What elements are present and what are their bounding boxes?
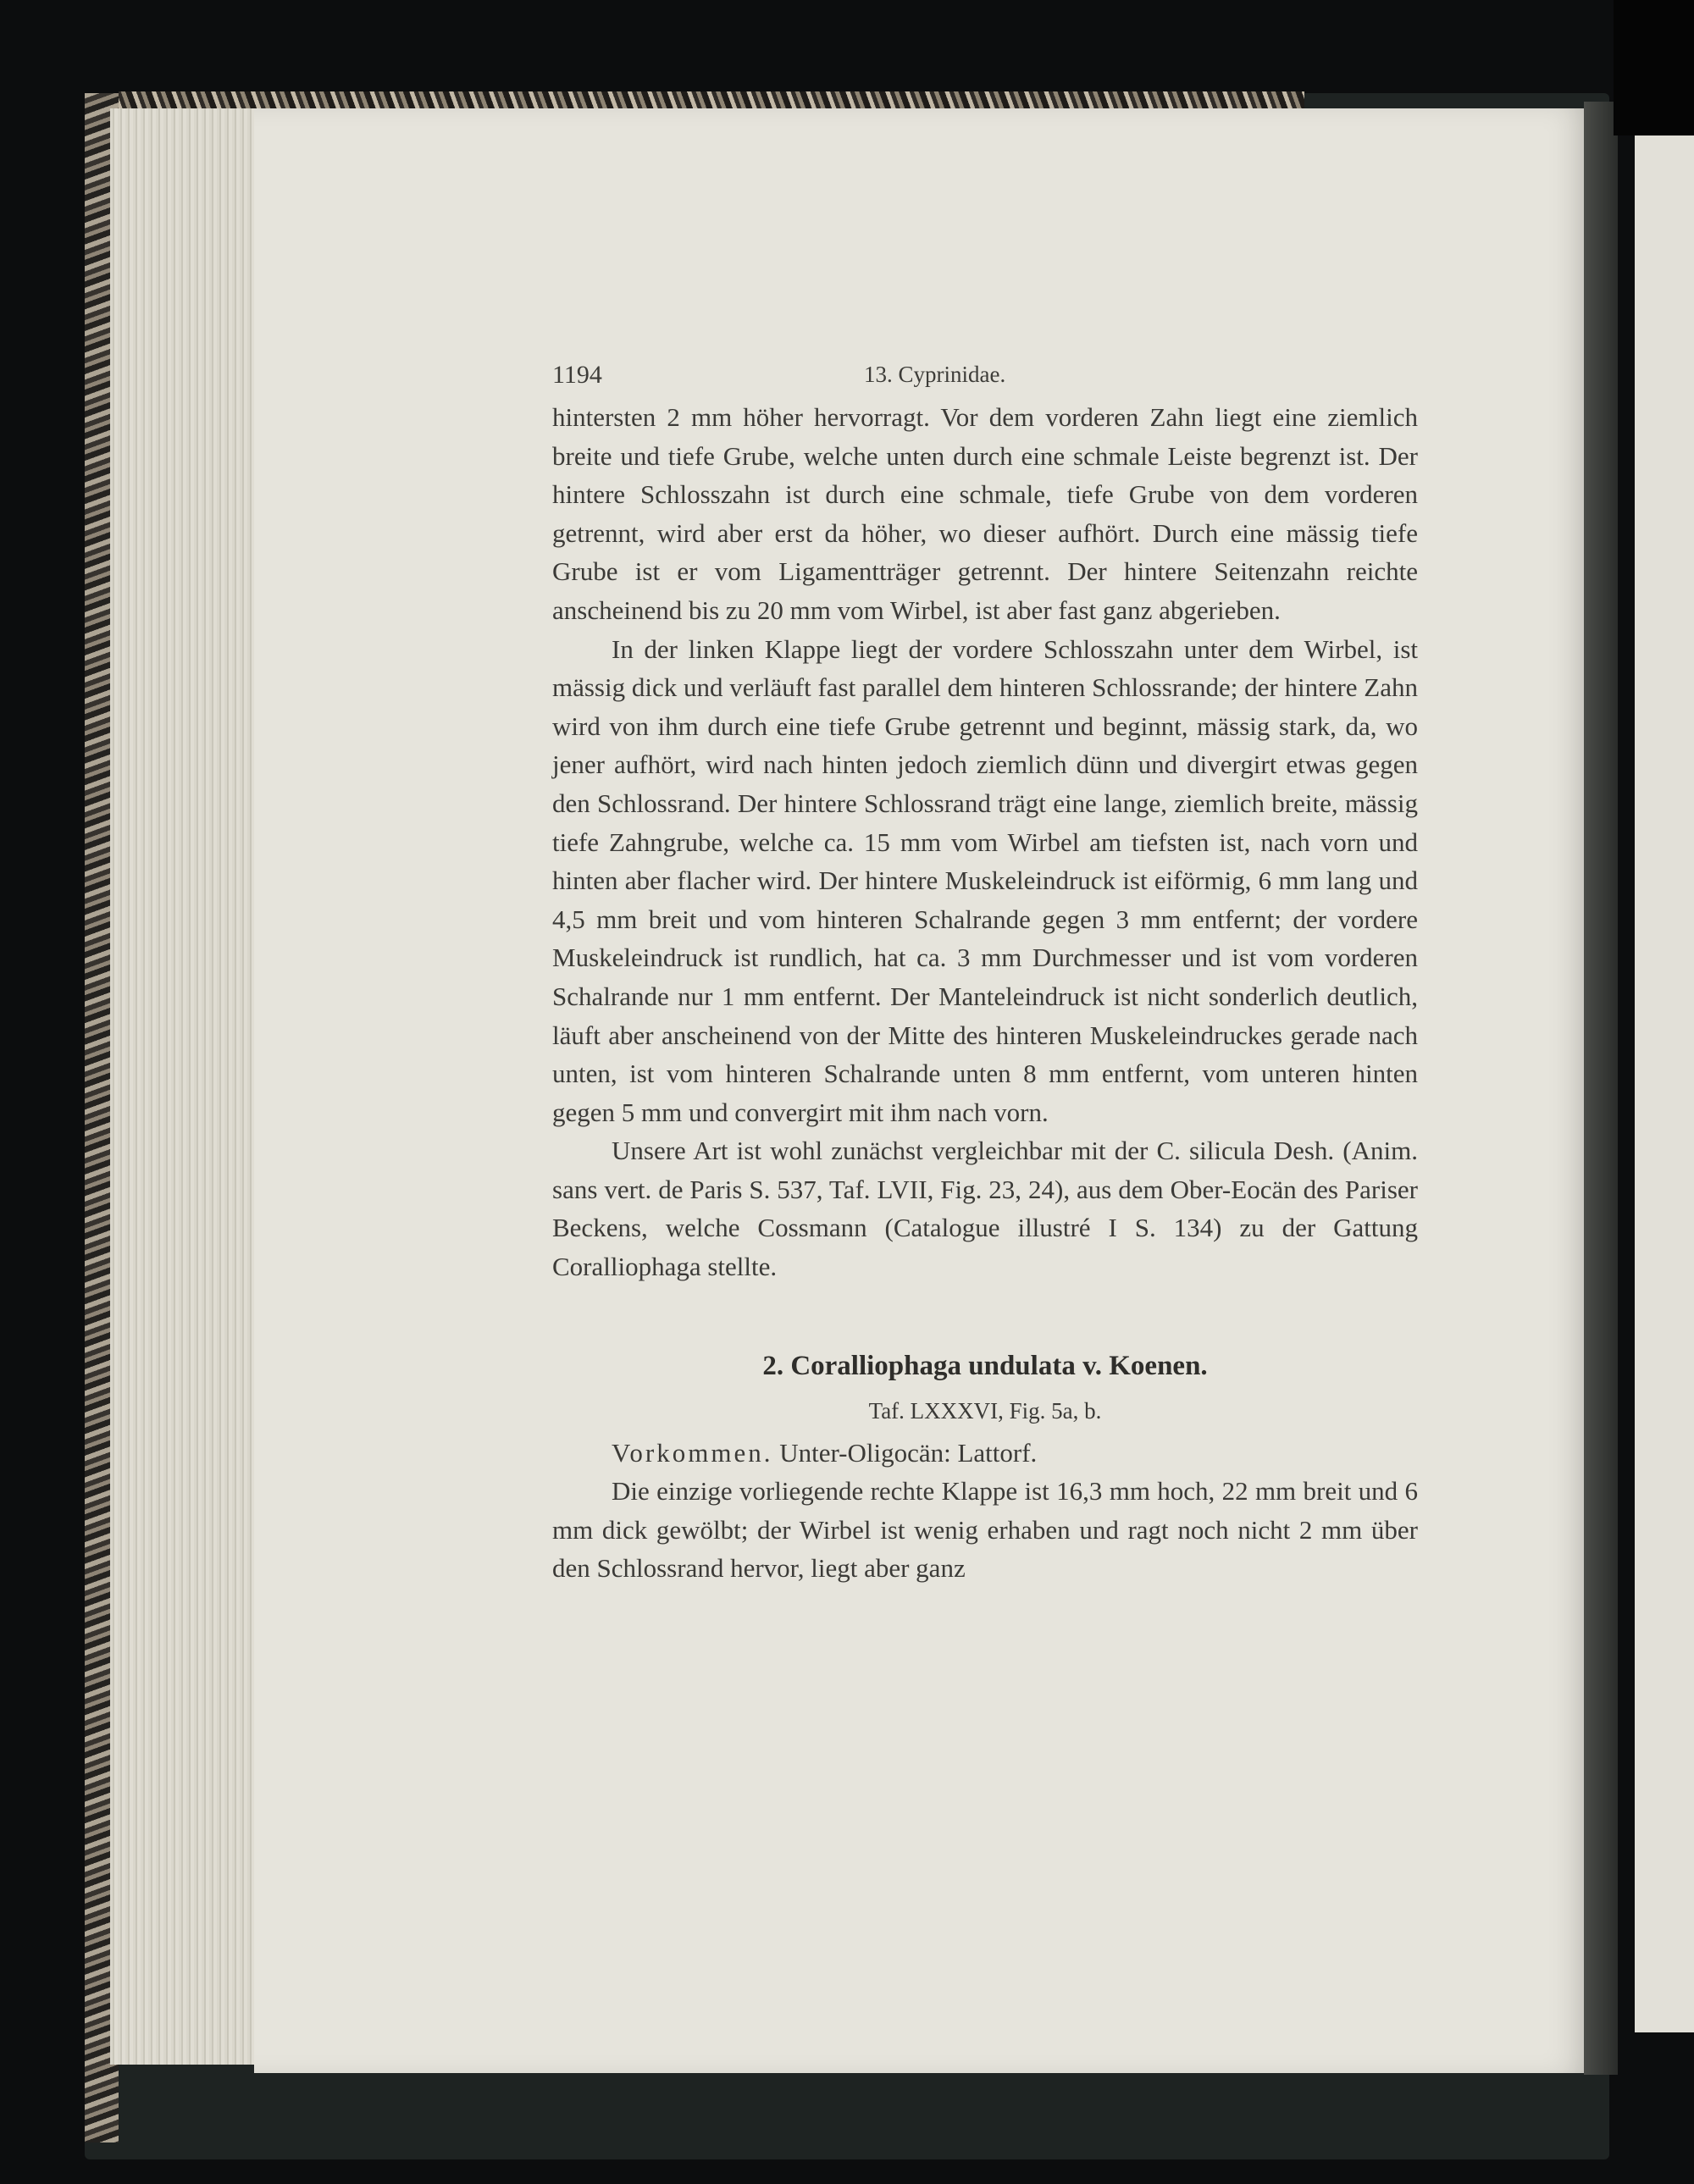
- paragraph-1: hintersten 2 mm höher hervorragt. Vor dem vorderen Zahn liegt eine ziemlich breite und tiefe Grube, welche unten durch eine schmale Leiste begrenzt ist. Der hintere Schlosszahn ist durch eine schmale, tiefe Grube von dem vorderen getrennt, wird aber erst da höher, wo dieser aufhört. Durch eine mässig tiefe Grube ist er vom Ligamentträger getrennt. Der hintere Seitenzahn reichte anscheinend bis zu 20 mm vom Wirbel, ist aber fast ganz abgerieben.: [552, 402, 1418, 625]
- section-title: 13. Cyprinidae.: [864, 362, 1006, 387]
- page-edges: [110, 108, 263, 2065]
- occurrence-text: Unter-Oligocän: Lattorf.: [779, 1437, 1038, 1468]
- text-block: [552, 356, 1418, 1588]
- plate-reference: Taf. LXXXVI, Fig. 5a, b.: [868, 1397, 1102, 1424]
- background-corner: [1614, 0, 1694, 135]
- paragraph-2: In der linken Klappe liegt der vordere Schlosszahn unter dem Wirbel, ist mässig dick und verläuft fast parallel dem hinteren Schlossrande; der hintere Zahn wird von ihm durch eine tiefe Grube getrennt und beginnt, mässig stark, da, wo jener aufhört, wird nach hinten jedoch ziemlich dünn und divergirt etwas gegen den Schlossrand. Der hintere Schlossrand trägt eine lange, ziemlich breite, mässig tiefe Zahngrube, welche ca. 15 mm vom Wirbel am tiefsten ist, nach vorn und hinten aber flacher wird. Der hintere Muskeleindruck ist eiförmig, 6 mm lang und 4,5 mm breit und vom hinteren Schalrande gegen 3 mm entfernt; der vordere Muskeleindruck ist rundlich, hat ca. 3 mm Durchmesser und ist vom vorderen Schalrande nur 1 mm entfernt. Der Manteleindruck ist nicht sonderlich deutlich, läuft aber anscheinend von der Mitte des hinteren Muskeleindruckes gerade nach unten, ist vom hinteren Schalrande unten 8 mm entfernt, vom unteren hinten gegen 5 mm und convergirt mit ihm nach vorn.: [552, 633, 1418, 1127]
- marbled-edge-top: [119, 91, 1304, 110]
- page-number: 1194: [552, 361, 602, 389]
- facing-page-edge: [1635, 127, 1694, 2032]
- species-heading: 2. Coralliophaga undulata v. Koenen.: [762, 1350, 1208, 1381]
- occurrence-label: Vorkommen.: [612, 1437, 773, 1468]
- gutter-shadow: [1584, 102, 1618, 2075]
- species-description: Die einzige vorliegende rechte Klappe ist 16,3 mm hoch, 22 mm breit und 6 mm dick gewölbt; der Wirbel ist wenig erhaben und ragt noch nicht 2 mm über den Schlossrand hervor, liegt aber ganz: [552, 1476, 1418, 1584]
- running-head: [552, 356, 1418, 398]
- paragraph-3: Unsere Art ist wohl zunächst vergleichbar mit der C. silicula Desh. (Anim. sans vert. de Paris S. 537, Taf. LVII, Fig. 23, 24), aus dem Ober-Eocän des Pariser Beckens, welche Cossmann (Catalogue illustré I S. 134) zu der Gattung Coralliophaga stellte.: [552, 1136, 1418, 1282]
- occurrence-line: [552, 1434, 1418, 1473]
